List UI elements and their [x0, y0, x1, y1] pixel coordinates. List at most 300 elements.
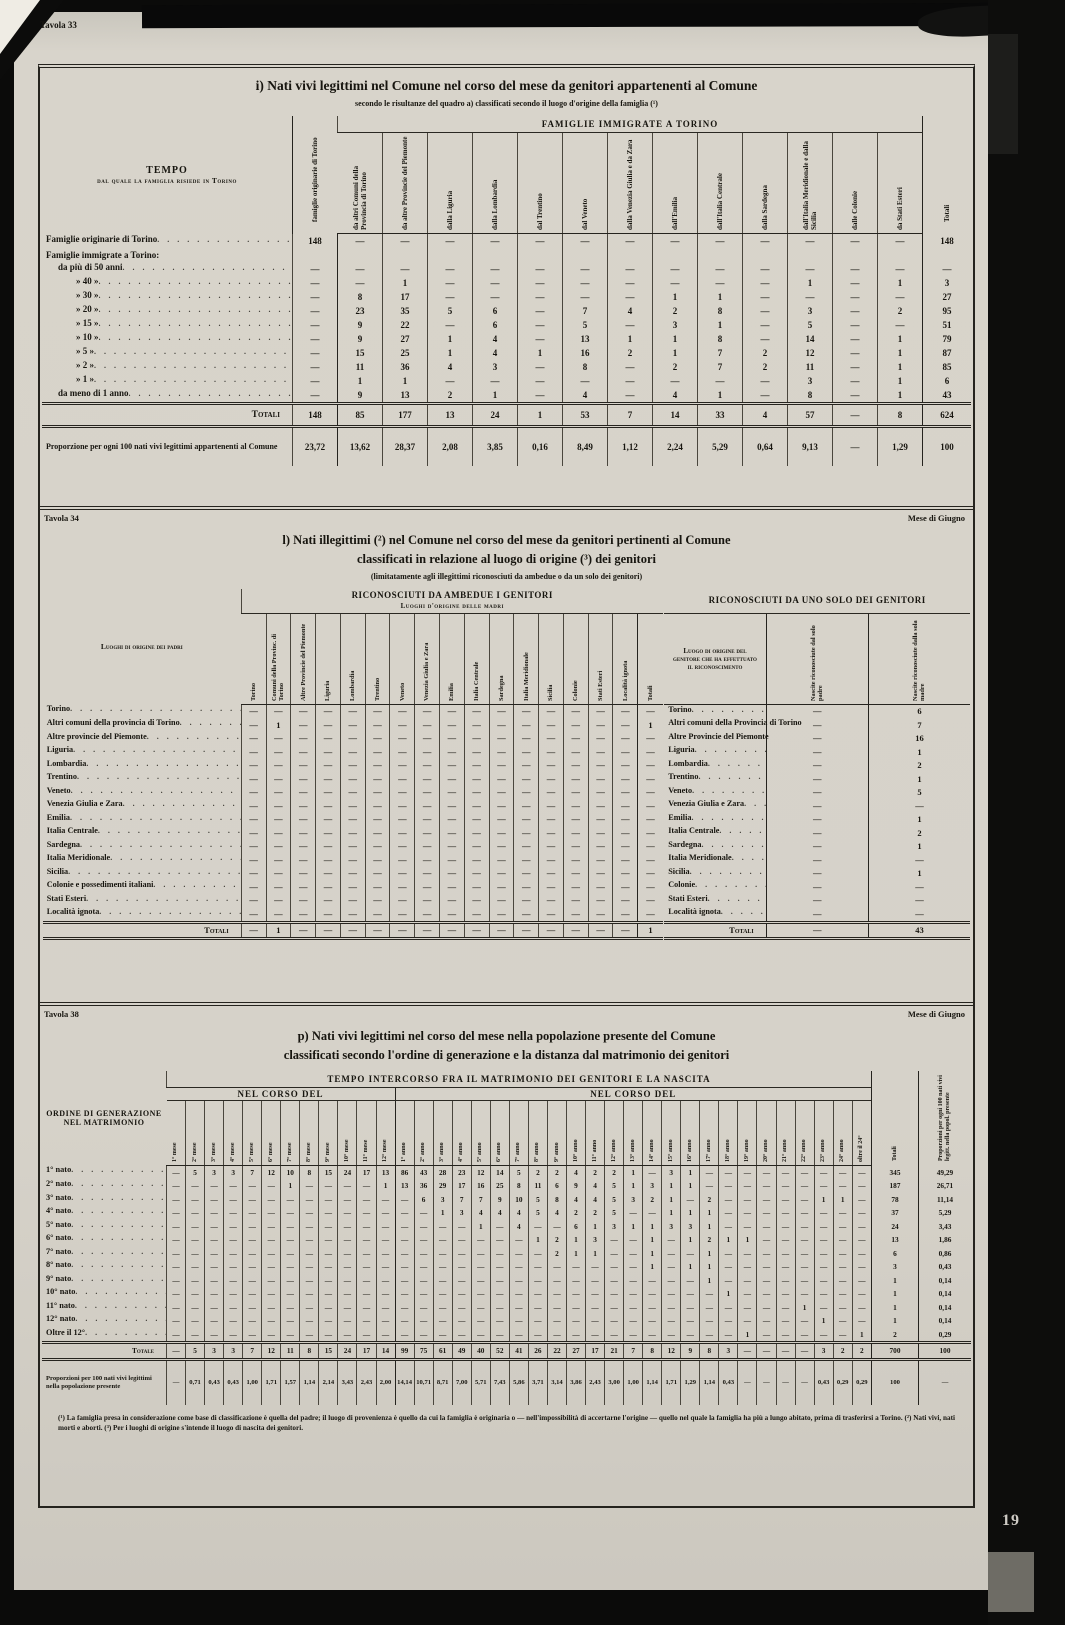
t2L-cell: —	[613, 826, 638, 840]
t2L-cell: —	[266, 786, 291, 800]
t3-total-cell: 27	[566, 1343, 585, 1360]
t3-cell: —	[776, 1260, 795, 1274]
t2L-cell: —	[241, 799, 266, 813]
t2R-column-header: Nascite riconosciute dalla sola madre	[868, 613, 970, 704]
t3-cell: —	[586, 1314, 605, 1328]
t2L-cell: —	[464, 880, 489, 894]
t3-cell: 5	[528, 1206, 547, 1220]
t1-group-header: FAMIGLIE IMMIGRATE A TORINO	[338, 116, 923, 133]
t3-cell: —	[224, 1301, 243, 1315]
t1-row-label: da meno di 1 anno . . .	[42, 388, 292, 402]
t1-cell: 85	[923, 360, 972, 374]
t3-cell: —	[681, 1247, 700, 1261]
t2L-cell: —	[241, 772, 266, 786]
t2L-column-header: Sicilia	[539, 613, 564, 704]
t2L-total-cell: —	[563, 922, 588, 939]
t2L-cell: —	[464, 853, 489, 867]
t3-cell: —	[833, 1247, 852, 1261]
t2L-cell: —	[365, 853, 390, 867]
t3-cell: 1	[586, 1247, 605, 1261]
t3-cell: —	[643, 1287, 662, 1301]
t2L-cell: —	[266, 840, 291, 854]
t3-cell: —	[528, 1220, 547, 1234]
t1-cell	[563, 248, 608, 262]
t3-cell: —	[167, 1314, 186, 1328]
t3-proportion-cell: —	[795, 1359, 814, 1405]
t2L-cell: —	[514, 759, 539, 773]
t3-cell: —	[319, 1328, 338, 1343]
t3-cell: 9	[490, 1193, 509, 1207]
t3-cell: —	[833, 1274, 852, 1288]
t2L-cell: —	[638, 840, 663, 854]
t3-cell: 37	[872, 1206, 919, 1220]
t2L-cell: —	[563, 894, 588, 908]
table-row	[42, 1087, 971, 1100]
t3-total-cell: 3	[719, 1343, 738, 1360]
mese-giugno-38: Mese di Giugno	[907, 1009, 965, 1019]
t3-year-header: 3° anno	[433, 1100, 452, 1165]
t2R-cell: —	[766, 894, 868, 908]
t1-cell	[923, 248, 972, 262]
t3-cell: 1	[719, 1287, 738, 1301]
t3-cell: —	[357, 1314, 376, 1328]
t1-total-cell: 85	[338, 404, 383, 427]
t3-year-header: 23° anno	[814, 1100, 833, 1165]
t2R-total-cell: —	[766, 922, 868, 939]
t3-month-header: 5° mese	[243, 1100, 262, 1165]
t1-total-cell: 624	[923, 404, 972, 427]
scan-strip-highlight	[988, 34, 1018, 154]
t3-cell: —	[186, 1233, 205, 1247]
t1-cell: 8	[338, 290, 383, 304]
t3-proportion-cell: 0,29	[852, 1359, 871, 1405]
t2R-row-label: Trentino . . .	[664, 772, 766, 786]
t2L-cell: —	[316, 813, 341, 827]
t3-cell: 2	[547, 1247, 566, 1261]
t3-cell: —	[833, 1287, 852, 1301]
t3-cell: —	[681, 1328, 700, 1343]
t2L-cell: —	[613, 813, 638, 827]
t3-cell: 1	[814, 1314, 833, 1328]
t2R-row-label: Altre Provincie del Piemonte	[668, 731, 769, 741]
t3-cell: —	[795, 1274, 814, 1288]
table-row	[664, 704, 970, 718]
t3-proportion-label: Proporzioni per 100 nati vivi legittimi nella popolazione presente	[46, 1374, 152, 1390]
t3-cell: 13	[376, 1165, 395, 1179]
t1-cell: —	[743, 374, 788, 388]
t2L-total-cell: —	[390, 922, 415, 939]
t3-proportion-cell: 3,00	[605, 1359, 624, 1405]
table-row	[43, 704, 663, 718]
t3-cell: —	[776, 1287, 795, 1301]
t3-proportion-cell: 100	[872, 1359, 919, 1405]
table-row	[664, 759, 970, 773]
t1-proportion-cell: 2,08	[428, 427, 473, 467]
t2L-column-header: Sardegna	[489, 613, 514, 704]
t3-cell: —	[281, 1206, 300, 1220]
t3-cell: 11,14	[919, 1193, 972, 1207]
t3-cell: 86	[395, 1165, 414, 1179]
t2L-cell: —	[291, 799, 316, 813]
t1-total-cell: 7	[608, 404, 653, 427]
t2R-row-label: Emilia . . .	[664, 813, 766, 827]
t2L-cell: —	[365, 799, 390, 813]
t2L-cell: —	[415, 813, 440, 827]
page-frame	[38, 64, 975, 1508]
table-row	[42, 1328, 971, 1343]
t1-cell: 5	[788, 318, 833, 332]
t2R-row-label: Sicilia . . .	[664, 867, 766, 881]
t3-cell: —	[300, 1206, 319, 1220]
t3-month-header: 1° mese	[167, 1100, 186, 1165]
t3-cell: 4	[547, 1206, 566, 1220]
t3-cell: 1	[700, 1220, 719, 1234]
t1-cell: 2	[653, 304, 698, 318]
t1-cell: 1	[428, 346, 473, 360]
t2L-column-header: Località ignota	[613, 613, 638, 704]
t3-cell: —	[757, 1220, 776, 1234]
t2L-cell: —	[415, 826, 440, 840]
t1-cell: —	[428, 276, 473, 290]
t3-year-header: 13° anno	[624, 1100, 643, 1165]
t2L-cell: —	[613, 880, 638, 894]
t3-cell: —	[224, 1287, 243, 1301]
t3-cell: 0,86	[919, 1247, 972, 1261]
t1-cell: —	[293, 346, 338, 360]
t3-row-label: 7° nato . . .	[42, 1247, 166, 1261]
t3-cell: —	[224, 1179, 243, 1193]
t3-cell: —	[795, 1233, 814, 1247]
t3-cell: —	[167, 1274, 186, 1288]
t1-cell	[788, 248, 833, 262]
t2L-cell: —	[638, 732, 663, 746]
t2L-cell: —	[365, 772, 390, 786]
t3-cell: —	[376, 1301, 395, 1315]
t2L-cell: —	[489, 853, 514, 867]
t1-total-cell: 177	[383, 404, 428, 427]
t3-row-label: Oltre il 12° . . .	[42, 1328, 166, 1342]
t3-cell: —	[852, 1165, 871, 1179]
t1-cell: 1	[878, 388, 923, 404]
t3-cell: —	[376, 1287, 395, 1301]
t3-cell: 6	[872, 1247, 919, 1261]
t3-cell: —	[357, 1206, 376, 1220]
t3-cell: 24	[872, 1220, 919, 1234]
t3-cell: —	[586, 1328, 605, 1343]
t1-cell: 12	[788, 346, 833, 360]
t3-cell: —	[776, 1179, 795, 1193]
t1-cell: 8	[788, 388, 833, 404]
t2L-cell: —	[539, 826, 564, 840]
t1-proportion-cell: 0,64	[743, 427, 788, 467]
t3-total-cell: 26	[528, 1343, 547, 1360]
t2L-cell: —	[291, 718, 316, 732]
t2L-cell: —	[514, 907, 539, 922]
t2L-cell: —	[440, 880, 465, 894]
table-row	[43, 853, 663, 867]
t2L-cell: —	[340, 813, 365, 827]
t3-cell: —	[452, 1220, 471, 1234]
t3-cell: 36	[414, 1179, 433, 1193]
t3-proportion-cell: 1,14	[643, 1359, 662, 1405]
t3-cell: —	[738, 1179, 757, 1193]
table-row	[664, 732, 970, 746]
t3-cell: —	[643, 1274, 662, 1288]
t2R-cell: —	[766, 840, 868, 854]
t3-cell: 1	[586, 1220, 605, 1234]
t3-cell: 78	[872, 1193, 919, 1207]
t3-cell: —	[776, 1328, 795, 1343]
t2-subtitle: (limitatamente agli illegittimi riconosciuti da ambedue o da un solo dei genitori)	[370, 571, 643, 581]
t2L-cell: —	[588, 745, 613, 759]
t3-cell: —	[281, 1220, 300, 1234]
t3-cell: —	[662, 1233, 681, 1247]
t3-cell: 3	[605, 1220, 624, 1234]
t2L-total-cell: —	[613, 922, 638, 939]
t2L-cell: —	[440, 840, 465, 854]
t3-cell: —	[624, 1274, 643, 1288]
t3-cell: —	[795, 1328, 814, 1343]
t2L-cell: —	[316, 718, 341, 732]
t3-proportion-cell: 3,86	[566, 1359, 585, 1405]
t33-table	[42, 116, 971, 466]
t1-column-header: dalle Colonie	[833, 133, 878, 234]
t3-cell: 15	[319, 1165, 338, 1179]
t2L-cell: —	[440, 745, 465, 759]
t3-cell: 2	[528, 1165, 547, 1179]
t2L-row-label: Sicilia . . .	[43, 867, 241, 881]
t1-row-label: » 40 » . . .	[42, 276, 292, 290]
t2L-cell: —	[588, 853, 613, 867]
t2L-cell: —	[316, 759, 341, 773]
t1-cell: —	[383, 262, 428, 276]
t3-cell: —	[395, 1328, 414, 1343]
t3-cell: 1	[662, 1179, 681, 1193]
t1-column-header: dall'Italia Meridionale e dalla Sicilia	[788, 133, 833, 234]
t3-cell: —	[243, 1206, 262, 1220]
t1-row-label: » 5 » . . .	[42, 346, 292, 360]
t3-year-header: 9° anno	[547, 1100, 566, 1165]
t1-cell	[698, 248, 743, 262]
t2R-row-label: Lombardia . . .	[664, 759, 766, 773]
t2L-cell: —	[340, 772, 365, 786]
t3-cell: —	[566, 1287, 585, 1301]
t2L-cell: —	[539, 732, 564, 746]
t3-cell: —	[433, 1274, 452, 1288]
t3-cell: —	[262, 1179, 281, 1193]
t3-cell: 1	[471, 1220, 490, 1234]
t3-cell: 4	[490, 1206, 509, 1220]
t3-cell: —	[833, 1220, 852, 1234]
t3-proportion-cell: 8,71	[433, 1359, 452, 1405]
t3-cell: —	[795, 1287, 814, 1301]
t3-row-label: 5° nato . . .	[42, 1220, 166, 1234]
t2L-cell: —	[440, 853, 465, 867]
t1-cell: 22	[383, 318, 428, 332]
t1-cell: 6	[473, 304, 518, 318]
t3-cell: —	[509, 1301, 528, 1315]
t2R-cell: —	[766, 826, 868, 840]
t3-cell: 1	[566, 1233, 585, 1247]
t3-cell: 1	[719, 1233, 738, 1247]
t3-cell: —	[852, 1314, 871, 1328]
t3-cell: —	[471, 1287, 490, 1301]
t2R-cell: —	[766, 853, 868, 867]
t2L-cell: —	[316, 786, 341, 800]
t3-cell: —	[338, 1220, 357, 1234]
t3-cell: —	[738, 1206, 757, 1220]
t1-cell: 1	[653, 290, 698, 304]
t3-cell: —	[624, 1287, 643, 1301]
t2L-cell: —	[291, 880, 316, 894]
t1-cell: 148	[293, 234, 338, 249]
t1-cell: —	[293, 388, 338, 404]
t3-cell: —	[471, 1314, 490, 1328]
t2L-cell: —	[563, 759, 588, 773]
t2L-cell: —	[440, 894, 465, 908]
t3-cell: —	[757, 1274, 776, 1288]
t3-cell: —	[376, 1193, 395, 1207]
t3-cell: 9	[566, 1179, 585, 1193]
t2L-cell: —	[440, 799, 465, 813]
t3-cell: —	[814, 1274, 833, 1288]
t2L-cell: —	[464, 786, 489, 800]
t1-row-label: » 10 » . . .	[42, 332, 292, 346]
t3-section-head	[40, 1006, 973, 1019]
t3-cell: —	[243, 1233, 262, 1247]
t3-cell: 7	[243, 1165, 262, 1179]
t3-col-totale: Totali	[872, 1071, 919, 1166]
t3-cell: —	[852, 1301, 871, 1315]
t3-cell: —	[300, 1260, 319, 1274]
t2R-cell: 5	[868, 786, 970, 800]
t2L-cell: —	[638, 799, 663, 813]
t3-proportion-cell: 14,14	[395, 1359, 414, 1405]
t1-cell: —	[518, 276, 563, 290]
table-row	[664, 799, 970, 813]
t1-cell: 27	[383, 332, 428, 346]
t1-proportion-label: Proporzione per ogni 100 nati vivi legittimi appartenenti al Comune	[46, 442, 278, 452]
t3-cell: —	[852, 1260, 871, 1274]
t2L-cell: —	[291, 894, 316, 908]
t2L-cell: —	[613, 759, 638, 773]
t3-cell: 1	[624, 1179, 643, 1193]
t2L-cell: 1	[638, 718, 663, 732]
t3-year-header: 18° anno	[719, 1100, 738, 1165]
table-row	[42, 427, 971, 467]
t2L-cell: —	[241, 759, 266, 773]
t3-cell: 8	[300, 1165, 319, 1179]
t3-cell: —	[224, 1233, 243, 1247]
t3-total-cell: 15	[319, 1343, 338, 1360]
tavola34-label: Tavola 34	[44, 513, 79, 523]
t3-cell: —	[205, 1247, 224, 1261]
t2L-cell: —	[241, 745, 266, 759]
t2L-cell: —	[613, 704, 638, 718]
t3-cell: —	[528, 1287, 547, 1301]
t1-cell	[833, 248, 878, 262]
t3-cell: —	[186, 1206, 205, 1220]
table-row	[42, 1233, 971, 1247]
t3-cell: 2	[872, 1328, 919, 1343]
t3-cell: —	[357, 1301, 376, 1315]
table-row	[664, 718, 970, 732]
t1-cell: —	[293, 262, 338, 276]
t1-cell: —	[293, 360, 338, 374]
t2L-cell: —	[390, 813, 415, 827]
t1-cell: 2	[653, 360, 698, 374]
t1-cell	[878, 248, 923, 262]
t2L-cell: —	[266, 704, 291, 718]
table-row	[42, 332, 971, 346]
t3-cell: —	[738, 1247, 757, 1261]
t2L-cell: —	[291, 772, 316, 786]
t2L-cell: —	[241, 853, 266, 867]
t3-cell: —	[300, 1179, 319, 1193]
t1-proportion-cell: 3,85	[473, 427, 518, 467]
t2L-total-cell: —	[415, 922, 440, 939]
t1-total-cell: 148	[293, 404, 338, 427]
t2L-cell: —	[390, 732, 415, 746]
t3-cell: —	[681, 1287, 700, 1301]
t2L-cell: —	[340, 732, 365, 746]
t1-cell: 4	[473, 346, 518, 360]
t1-cell: 2	[608, 346, 653, 360]
t3-cell: 8	[547, 1193, 566, 1207]
t1-cell: 6	[473, 318, 518, 332]
t2L-cell: —	[415, 786, 440, 800]
table-row	[42, 404, 971, 427]
table-row	[664, 907, 970, 922]
t1-cell: 3	[473, 360, 518, 374]
t3-cell: —	[224, 1328, 243, 1343]
t1-cell: —	[563, 234, 608, 249]
table-row	[43, 772, 663, 786]
t3-cell: 1	[376, 1179, 395, 1193]
t2L-row-label: Altre provincie del Piemonte . . .	[43, 732, 241, 746]
t2L-cell: —	[340, 826, 365, 840]
t1-cell: 7	[698, 360, 743, 374]
t3-cell: 6	[566, 1220, 585, 1234]
t2L-cell: —	[514, 704, 539, 718]
t3-cell: 12	[262, 1165, 281, 1179]
t3-cell: —	[719, 1165, 738, 1179]
t1-cell: 1	[383, 276, 428, 290]
t3-year-header: 4° anno	[452, 1100, 471, 1165]
t3-cell: —	[186, 1220, 205, 1234]
t3-cell: —	[738, 1260, 757, 1274]
t3-cell: —	[186, 1247, 205, 1261]
t3-cell: —	[186, 1274, 205, 1288]
t3-cell: —	[719, 1260, 738, 1274]
t3-cell: —	[757, 1328, 776, 1343]
t2L-cell: —	[539, 840, 564, 854]
t2L-row-label: Stati Esteri . . .	[43, 894, 241, 908]
t2L-cell: —	[613, 894, 638, 908]
t1-col-originarie: famiglie originarie di Torino	[293, 116, 338, 234]
t3-cell: 4	[509, 1206, 528, 1220]
t3-cell: —	[452, 1314, 471, 1328]
t1-cell: —	[563, 276, 608, 290]
t2R-cell: 1	[868, 840, 970, 854]
t3-cell: —	[357, 1287, 376, 1301]
t3-cell: —	[757, 1287, 776, 1301]
t3-cell: 2	[547, 1165, 566, 1179]
t2L-cell: —	[489, 772, 514, 786]
t3-cell: —	[414, 1274, 433, 1288]
t1-cell: 35	[383, 304, 428, 318]
table-row	[42, 1274, 971, 1288]
